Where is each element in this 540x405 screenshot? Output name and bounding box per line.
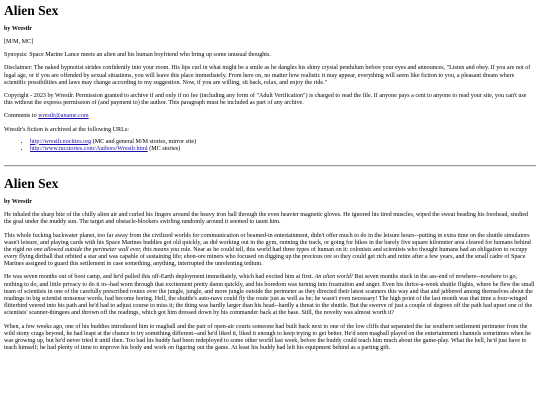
- paragraph-emphasis: An alien world!: [314, 274, 353, 281]
- synopsis: Synopsis: Space Marine Lance meets an alien and his human boyfriend who bring up some unusual thoughts.: [4, 52, 271, 59]
- archive-intro: Wrestlr's fiction is archived at the following URLs:: [4, 126, 129, 133]
- archive-list: [4, 139, 536, 153]
- disclaimer: Disclaimer: The naked hypnotist strides confidently into your room. His lips curl in what might be a smile as he dangles his shiny crystal pendulum before your eyes and announces, "Listen and obey. If you are not of legal age, or if you are offended by sexual situations, you will leave this place immediately. From here on, no matter how realistic it may appear, everything will seem like fiction to you, a pleasant dream where scientific possibilities and laws may change according to my suggestion. Now, if you are willing, sit back, relax, and enjoy the ride.": [4, 65, 531, 86]
- archive-item: [30, 139, 536, 146]
- story-paragraph-2: [4, 233, 536, 269]
- archive-link-nocities[interactable]: http://wrestlr.nocities.org: [30, 138, 92, 145]
- archive-item: [30, 146, 536, 153]
- comments-email-link[interactable]: wrestlr@aname.com: [38, 113, 89, 120]
- header-title: Alien Sex: [4, 3, 59, 18]
- section-divider: [4, 165, 536, 167]
- paragraph-text: He was seven months out of boot camp, and he'd pulled this off-Earth deployment immediately, which had excited him at first.: [4, 274, 315, 281]
- copyright: Copyright - 2023 by Wrestlr. Permission granted to archive if and only if no fee (including any form of "Adult Verification") is charged to read the file. If anyone pays a cent to anyone to read your site, you can't use this without the express permission of (and payment to) the author. This paragraph must be included as part of any archive.: [4, 92, 527, 107]
- paragraph-text: rule. Near as he could tell, this world had three types of human on it: colonists and scientists who thought humans had an obligation to occupy every flying dirtball that orbited a star and was capable of sustaining life; ebon-ore miners who focused on digging up the precious ore so they could get rich and retire after a few years, and the small cadre of Space Marines assigned to guard this settlement in case something, anything, interrupted the unrelenting tedium.: [4, 246, 528, 268]
- story-paragraph-1: He inhaled the sharp bite of the chilly alien air and curled his fingers around the heavy iron ball through the even heavier magnetic gloves. He ignored his tired muscles, wiped the sweat beading his forehead, studied the goal under the muddy sun. The target and obstacle-blockers swirling randomly around it seemed to taunt him.: [4, 212, 529, 226]
- archive-link-mcstories[interactable]: http://www.mcstories.com/Authors/Wrestlr.html: [30, 145, 148, 152]
- archive-desc: (MC and general M/M stories, mirror site): [91, 138, 197, 145]
- story-paragraph-4: When, a few weeks ago, one of his buddies introduced him to magball and the pair of open-air courts someone had built back next to one of the low cliffs that separated the far southern settlement perimeter from the wild stony crags beyond, he had leapt at the chance to try something different--and he'd liked it, liked it enough to keep trying to get better. He'd seen magball played on the entertainment channels sometimes when he was growing up, but he'd never tried it until then. Too bad his buddy had been redeployed to some other world last week, before the buddy could teach him much about the game-play. What the hell, he'd just have to teach himself; he had plenty of time to improve his body and work on figuring out the game. At least his buddy had left his equipment behind as a parting gift.: [4, 323, 531, 352]
- header-author: by Wrestlr: [4, 25, 32, 32]
- comments-line: [4, 113, 536, 120]
- comments-prefix: Comments to: [4, 113, 39, 120]
- paragraph-text: This whole fucking backwater planet, too far away from the civilized worlds for communication or beamed-in entertainment, didn't offer much to do in the leisure hours--putting in extra time on the shuttle simulators wasn't leisure, and playing cards with his Space Marines buddies got old quickly, as did working out in the gym, running the track, or going for hikes in the barely five square kilometer area cleared for humans behind the rigid: [4, 232, 531, 253]
- story-paragraph-3: [4, 274, 536, 317]
- archive-desc: (MC stories): [147, 145, 181, 152]
- story-author: by Wrestlr: [4, 198, 32, 205]
- story-title: Alien Sex: [4, 176, 59, 192]
- paragraph-emphasis: no one allowed outside the perimeter wall ever, this means you: [26, 246, 180, 253]
- story-tags: [M/M, MC]: [4, 39, 34, 46]
- paragraph-text: But seven months stuck in the ass-end of nowhere--nowhere to go, nothing to do, and little privacy to do it in--had worn through that excitement pretty damn quickly, and his boredom was turning into frustration and anger. Even his thrice-a-week shuttle flights, where he flew the small team of scientists in one of the carefully prescribed routes over the jungle, jungle, and more jungle outside the perimeter as they directed their latest scanners this way and that and jabbered among themselves about the readings in big scientist nonsense words, had become boring. Hell, the shuttle's auto-navs could fly the route just as well as he; he wasn't even necessary! The high point of the last month was that time a four-winged flitterbird veered into his path and he'd had to adjust course to miss it; the thing was hardly larger than his head--hardly a threat to the shuttle. But the swerve of just a couple of degrees off the path had upset one of the scientists' scanner-thingees and thrown off the readings, which got him dressed down by his commander back at the base. Still, the novelty was almost worth it?: [4, 274, 535, 317]
